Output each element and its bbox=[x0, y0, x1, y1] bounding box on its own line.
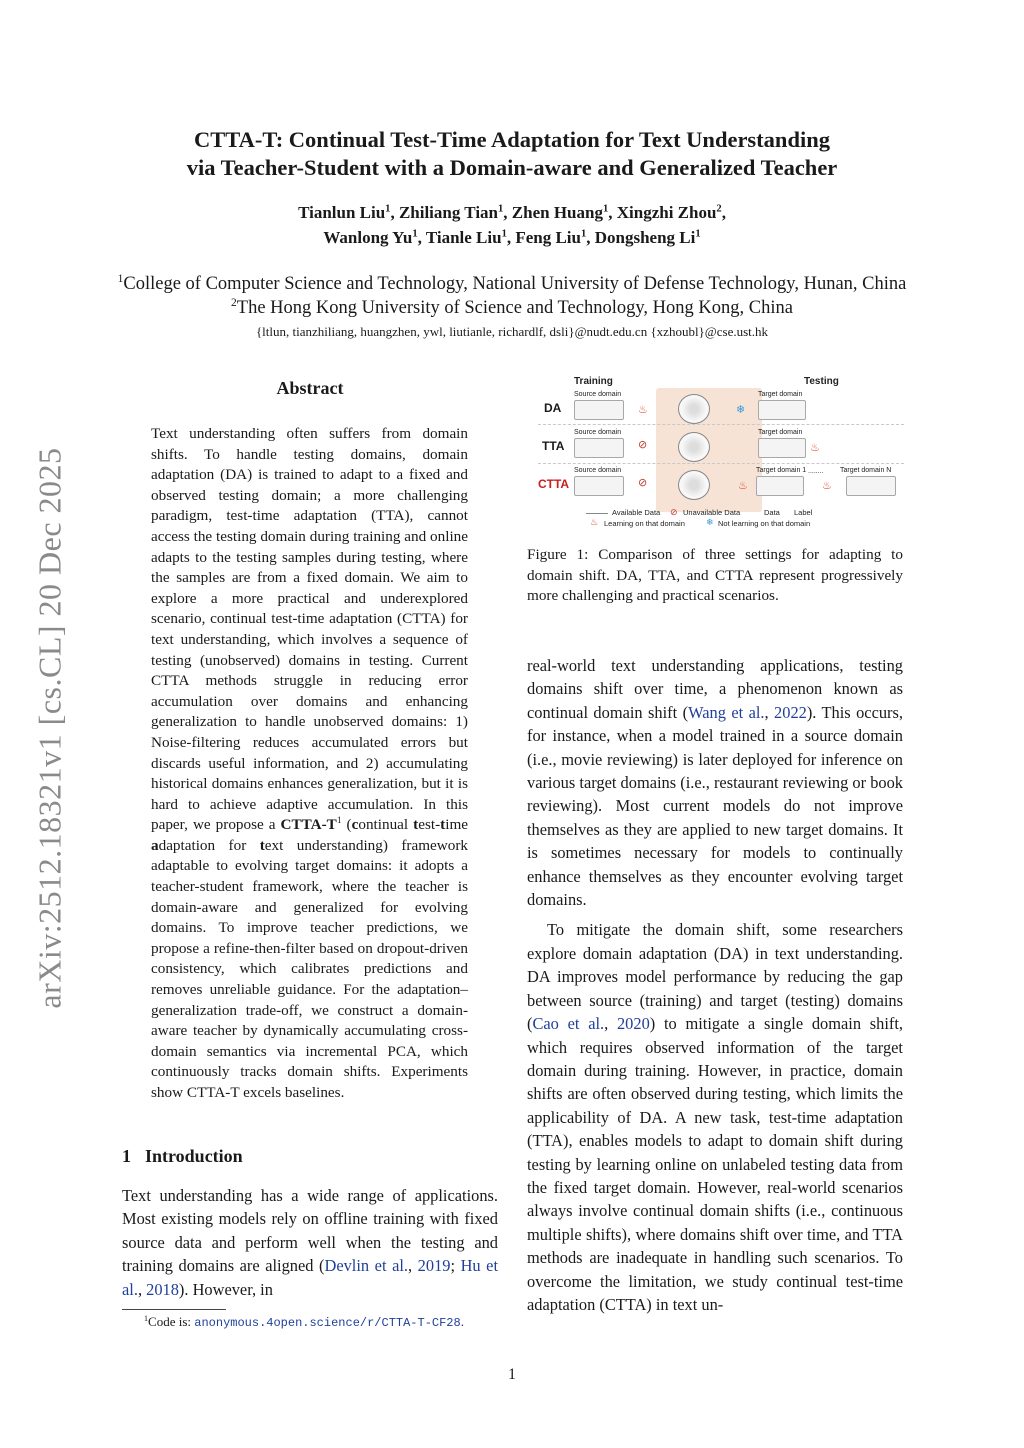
author-line-1: Tianlun Liu$^1$, Zhiliang Tian$^1$, Zhen Huang$^1$, Xingzhi Zhou$^2$, bbox=[298, 203, 726, 222]
title-line-2: via Teacher-Student with a Domain-aware and Generalized Teacher bbox=[186, 155, 838, 180]
affiliations bbox=[60, 272, 964, 320]
fire-icon: ♨ bbox=[590, 517, 599, 527]
author-emails: {ltlun, tianzhiliang, huangzhen, ywl, liutianle, richardlf, dsli}@nudt.edu.cn {xzhoubl}@cse.ust.hk bbox=[255, 324, 769, 339]
citation-year-link[interactable]: 2020 bbox=[616, 1014, 650, 1034]
source-domain-label: Source domain bbox=[574, 467, 622, 474]
row-divider bbox=[538, 463, 904, 464]
snowflake-icon: ❄ bbox=[736, 404, 746, 416]
right-column-text bbox=[527, 654, 903, 1316]
figure-1 bbox=[538, 374, 904, 530]
legend-not-learning: Not learning on that domain bbox=[718, 519, 811, 528]
affiliation-1: $^1$College of Computer Science and Technology, National University of Defense Technology, Hunan, China bbox=[117, 272, 907, 294]
target-domain-label: Target domain bbox=[758, 391, 803, 398]
introduction-paragraph: Text understanding has a wide range of applications. Most existing models rely on offline training with fixed source data and perform well when the testing and training domains are aligned (Devlin et al., 2019; Hu et al., 2018). However, in bbox=[122, 1186, 499, 1299]
row-label-tta: TTA bbox=[542, 439, 565, 453]
target-domain-1-label: Target domain 1 bbox=[756, 467, 807, 474]
target-data-box bbox=[756, 476, 804, 496]
title-line-1: CTTA-T: Continual Test-Time Adaptation for Text Understanding bbox=[194, 127, 830, 152]
model-icon bbox=[678, 394, 710, 424]
legend-data: Data bbox=[764, 508, 780, 517]
paragraph: To mitigate the domain shift, some researchers explore domain adaptation (DA) in text understanding. DA improves model performance by reducing the gap between source (training) and target (testing) domains (Cao et al., 2020) to mitigate a single domain shift, which requires observed information of the target domain during training. However, in practice, domain shifts are often observed during testing, which limits the applicability of DA. A new task, test-time adaptation (TTA), enables models to adapt to domain shift during testing by learning online on unlabeled testing data from the fixed target domain. However, real-world scenarios always involve continual domain shifts (i.e., continuous multiple shifts), where domains shift over time, and TTA methods are inadequate in handling such scenarios. To overcome the limitation, we study continual test-time adaptation (CTTA) in text un- bbox=[527, 920, 903, 1314]
fire-icon: ♨ bbox=[638, 404, 648, 416]
row-label-ctta: CTTA bbox=[538, 477, 570, 491]
citation-link[interactable]: Hu et al. bbox=[122, 1256, 499, 1299]
figure-caption: Figure 1: Comparison of three settings for adapting to domain shift. DA, TTA, and CTTA represent progressively more challenging and practical scenarios. bbox=[527, 546, 903, 605]
unavailable-icon: ⊘ bbox=[670, 507, 678, 517]
legend-available: Available Data bbox=[612, 508, 661, 517]
source-domain-label: Source domain bbox=[574, 391, 622, 398]
available-arrow bbox=[586, 513, 608, 514]
snowflake-icon: ❄ bbox=[706, 517, 714, 527]
target-domain-label: Target domain bbox=[758, 429, 803, 436]
page-number: 1 bbox=[508, 1366, 516, 1383]
legend-label: Label bbox=[794, 508, 813, 517]
ellipsis: ........ bbox=[808, 468, 824, 475]
source-data-box bbox=[574, 400, 624, 420]
affiliation-2: $^2$The Hong Kong University of Science and Technology, Hong Kong, China bbox=[231, 296, 793, 318]
fire-icon: ♨ bbox=[810, 442, 820, 454]
model-icon bbox=[678, 470, 710, 500]
training-label: Training bbox=[574, 376, 613, 387]
unavailable-icon: ⊘ bbox=[638, 439, 648, 451]
target-data-box bbox=[846, 476, 896, 496]
citation-link[interactable]: Cao et al. bbox=[532, 1014, 605, 1034]
source-data-box bbox=[574, 476, 624, 496]
fire-icon: ♨ bbox=[738, 480, 748, 492]
row-label-da: DA bbox=[544, 401, 562, 415]
legend-unavailable: Unavailable Data bbox=[683, 508, 741, 517]
target-data-box bbox=[758, 438, 806, 458]
paper-title bbox=[120, 126, 904, 182]
footnote: $^1$Code is: anonymous.4open.science/r/CTTA-T-CF28. bbox=[144, 1313, 464, 1330]
citation-year-link[interactable]: 2018 bbox=[146, 1279, 179, 1299]
row-divider bbox=[538, 424, 904, 425]
abstract-heading: Abstract bbox=[276, 378, 344, 398]
fire-icon: ♨ bbox=[822, 480, 832, 492]
source-domain-label: Source domain bbox=[574, 429, 622, 436]
source-data-box bbox=[574, 438, 624, 458]
model-icon bbox=[678, 432, 710, 462]
legend-learning: Learning on that domain bbox=[604, 519, 685, 528]
unavailable-icon: ⊘ bbox=[638, 477, 648, 489]
arxiv-watermark: arXiv:2512.18321v1 [cs.CL] 20 Dec 2025 bbox=[31, 447, 68, 1009]
citation-year-link[interactable]: 2019 bbox=[417, 1256, 451, 1276]
paragraph: real-world text understanding applications, testing domains shift over time, a phenomenon known as continual domain shift (Wang et al., 2022). This occurs, for instance, when a model trained in a source domain (i.e., movie reviewing) is later deployed for inference on various target domains (i.e., restaurant reviewing or book reviewing). Most current models do not improve themselves as they are applied to new target domains. It is sometimes necessary for models to continually enhance themselves as they encounter evolving target domains. bbox=[527, 656, 903, 910]
author-line-2: Wanlong Yu$^1$, Tianle Liu$^1$, Feng Liu$^1$, Dongsheng Li$^1$ bbox=[323, 228, 701, 247]
abstract-body: Text understanding often suffers from domain shifts. To handle testing domains, domain adaptation (DA) is trained to adapt to a fixed and observed testing domain; a more challenging paradigm, test-time adaptation (TTA), cannot access the testing domain during training and online adapts to the testing samples during testing, where the samples are from a fixed domain. We aim to explore a more practical and underexplored scenario, continual test-time adaptation (CTTA) for text understanding, which involves a sequence of testing (unobserved) domains in testing. Current CTTA methods struggle in reducing error accumulation over domains and enhancing generalization to handle unobserved domains: 1) Noise-filtering reduces accumulated errors but discards useful information, and 2) accumulating historical domains enhances generalization, but it is hard to achieve adaptive accumulation. In this paper, we propose a CTTA-$T^1$ (continual test-time adaptation for text understanding) framework adaptable to evolving target domains: it adopts a teacher-student framework, where the teacher is domain-aware and generalized for evolving domains. To improve teacher predictions, we propose a refine-then-filter based on dropout-driven consistency, which calibrates predictions and removes unreliable guidance. For the adaptation–generalization trade-off, we construct a domain-aware teacher by dynamically accumulating cross-domain semantics via incremental PCA, which continuously tracks domain shifts. Experiments show CTTA-T excels baselines. bbox=[151, 425, 469, 1101]
target-domain-n-label: Target domain N bbox=[840, 467, 892, 474]
testing-label: Testing bbox=[804, 376, 839, 387]
target-data-box bbox=[758, 400, 806, 420]
footnote-rule bbox=[122, 1309, 226, 1310]
author-list bbox=[120, 200, 904, 250]
citation-link[interactable]: Devlin et al. bbox=[324, 1256, 408, 1276]
code-link[interactable]: anonymous.4open.science/r/CTTA-T-CF28 bbox=[194, 1316, 461, 1330]
section-heading-introduction: 1 Introduction bbox=[122, 1146, 243, 1166]
citation-year-link[interactable]: 2022 bbox=[774, 702, 807, 722]
citation-link[interactable]: Wang et al. bbox=[688, 702, 765, 722]
